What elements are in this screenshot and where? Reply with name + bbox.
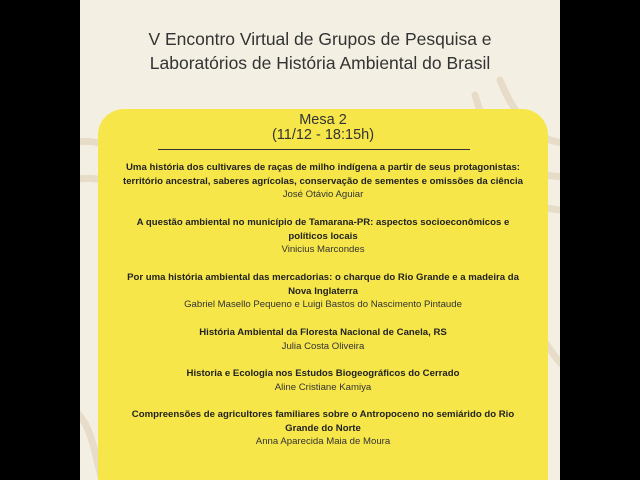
talk-item xyxy=(108,326,538,354)
talk-authors: Anna Aparecida Maia de Moura xyxy=(255,436,391,447)
session-time: (11/12 - 18:15h) xyxy=(271,127,375,143)
talk-item xyxy=(108,216,538,257)
talk-title: Por uma história ambiental das mercadorias: o charque do Rio Grande e a madeira da xyxy=(127,272,519,283)
talk-title: Grande do Norte xyxy=(285,422,361,434)
talk-authors: José Otávio Aguiar xyxy=(282,189,364,200)
session-panel xyxy=(98,109,548,480)
talk-item xyxy=(108,271,538,312)
talk-item xyxy=(108,367,538,395)
event-title-line: V Encontro Virtual de Grupos de Pesquisa e xyxy=(148,29,492,49)
talk-item xyxy=(108,408,538,449)
talk-title: Compreensões de agricultores familiares sobre o Antropoceno no semiárido do Rio xyxy=(131,409,515,420)
talk-title: Historia e Ecologia nos Estudos Biogeográficos do Cerrado xyxy=(186,368,460,379)
talk-authors: Aline Cristiane Kamiya xyxy=(274,381,372,393)
talk-title: território ancestral, saberes agrícolas, conservação de sementes e omissões da ciência xyxy=(123,175,523,187)
session-header xyxy=(98,113,548,143)
talk-title: A questão ambiental no município de Tamarana-PR: aspectos socioeconômicos e xyxy=(136,217,510,228)
talk-title: História Ambiental da Floresta Nacional de Canela, RS xyxy=(199,327,447,338)
talk-title: Nova Inglaterra xyxy=(288,285,358,297)
talk-item xyxy=(108,161,538,202)
talk-title: políticos locais xyxy=(288,230,358,242)
talk-authors: Julia Costa Oliveira xyxy=(281,340,365,352)
event-title xyxy=(80,27,560,75)
event-title-line: Laboratórios de História Ambiental do Brasil xyxy=(149,53,491,73)
talk-title: Uma história dos cultivares de raças de milho indígena a partir de seus protagonistas: xyxy=(126,162,520,173)
talk-authors: Vinicius Marcondes xyxy=(281,244,365,255)
event-poster xyxy=(80,0,560,480)
talk-authors: Gabriel Masello Pequeno e Luigi Bastos do Nascimento Pintaude xyxy=(184,299,462,310)
header-divider xyxy=(158,149,470,150)
session-name: Mesa 2 xyxy=(299,112,347,128)
